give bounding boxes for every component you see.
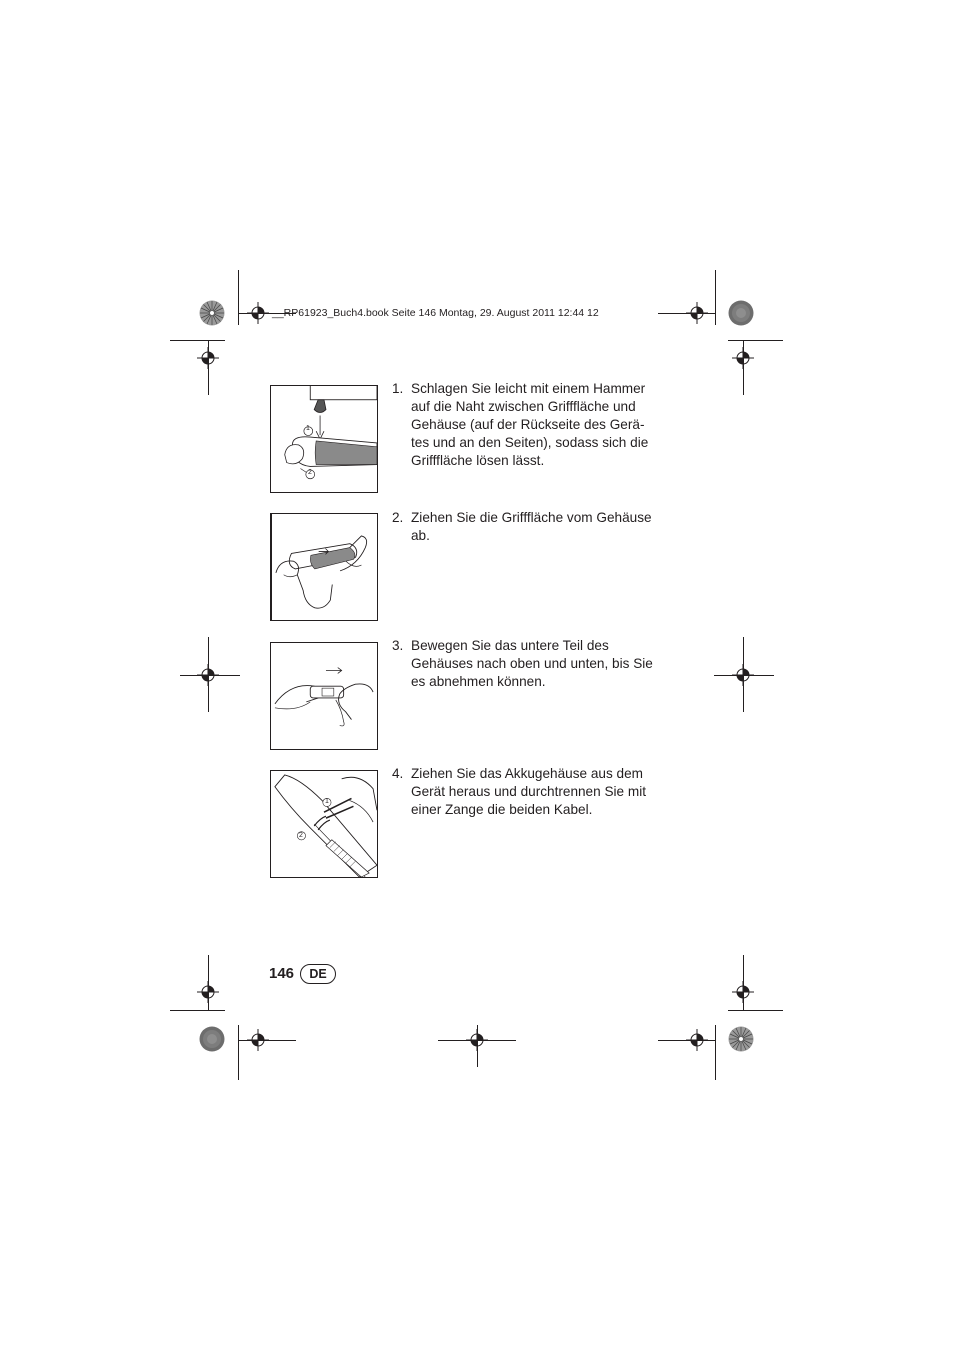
- registration-target-icon: [732, 981, 754, 1003]
- registration-target-icon: [732, 664, 754, 686]
- callout-number: 2: [308, 469, 312, 476]
- crop-mark: [728, 340, 783, 341]
- step-line: Ziehen Sie die Grifffläche vom Gehäuse: [411, 510, 652, 525]
- step-line: Bewegen Sie das untere Teil des: [411, 638, 609, 653]
- registration-target-icon: [686, 1029, 708, 1051]
- step-line: Gehäuse (auf der Rückseite des Gerä-: [411, 417, 645, 432]
- registration-target-icon: [247, 302, 269, 324]
- step-3-illustration: [270, 642, 378, 750]
- pull-grip-drawing: [272, 514, 377, 620]
- cut-cables-drawing: [271, 771, 377, 877]
- crop-mark: [715, 270, 716, 325]
- step-number: 2.: [392, 510, 404, 525]
- step-number: 4.: [392, 766, 404, 781]
- step-line: tes und an den Seiten), sodass sich die: [411, 435, 649, 450]
- registration-target-icon: [466, 1029, 488, 1051]
- step-number: 3.: [392, 638, 404, 653]
- crop-mark: [170, 1010, 225, 1011]
- step-text: [411, 637, 677, 691]
- step-4: [392, 765, 677, 819]
- gray-target-icon: [199, 1026, 225, 1052]
- language-badge: DE: [300, 964, 336, 984]
- step-line: ab.: [411, 528, 430, 543]
- star-target-icon: [728, 1026, 754, 1052]
- callout-number: 1: [325, 798, 329, 805]
- step-2-illustration: [270, 513, 378, 621]
- gray-target-icon: [728, 300, 754, 326]
- step-3: [392, 637, 677, 691]
- hammer-tap-drawing: [271, 386, 377, 492]
- step-text: [411, 380, 677, 470]
- star-target-icon: [199, 300, 225, 326]
- callout-number: 2: [299, 832, 303, 839]
- step-text: [411, 509, 677, 545]
- step-line: Grifffläche lösen lässt.: [411, 453, 545, 468]
- step-line: einer Zange die beiden Kabel.: [411, 802, 593, 817]
- crop-mark: [715, 1025, 716, 1080]
- crop-mark: [238, 270, 239, 325]
- registration-target-icon: [197, 981, 219, 1003]
- step-line: Gehäuses nach oben und unten, bis Sie: [411, 656, 653, 671]
- crop-mark: [170, 340, 225, 341]
- step-number: 1.: [392, 381, 404, 396]
- step-4-illustration: [270, 770, 378, 878]
- step-line: es abnehmen können.: [411, 674, 546, 689]
- registration-target-icon: [686, 302, 708, 324]
- registration-target-icon: [197, 664, 219, 686]
- step-line: Gerät heraus und durchtrennen Sie mit: [411, 784, 647, 799]
- step-2: [392, 509, 677, 545]
- step-line: Schlagen Sie leicht mit einem Hammer: [411, 381, 646, 396]
- step-text: [411, 765, 677, 819]
- print-imprint: __RP61923_Buch4.book Seite 146 Montag, 29. August 2011 12:44 12: [272, 307, 599, 319]
- step-1-illustration: [270, 385, 378, 493]
- callout-number: 1: [306, 425, 310, 432]
- crop-mark: [238, 1025, 239, 1080]
- registration-target-icon: [247, 1029, 269, 1051]
- registration-target-icon: [732, 347, 754, 369]
- registration-target-icon: [197, 347, 219, 369]
- remove-lower-part-drawing: [271, 643, 377, 749]
- crop-mark: [728, 1010, 783, 1011]
- step-1: [392, 380, 677, 470]
- page-number: 146: [269, 965, 295, 982]
- step-line: Ziehen Sie das Akkugehäuse aus dem: [411, 766, 644, 781]
- step-line: auf die Naht zwischen Grifffläche und: [411, 399, 636, 414]
